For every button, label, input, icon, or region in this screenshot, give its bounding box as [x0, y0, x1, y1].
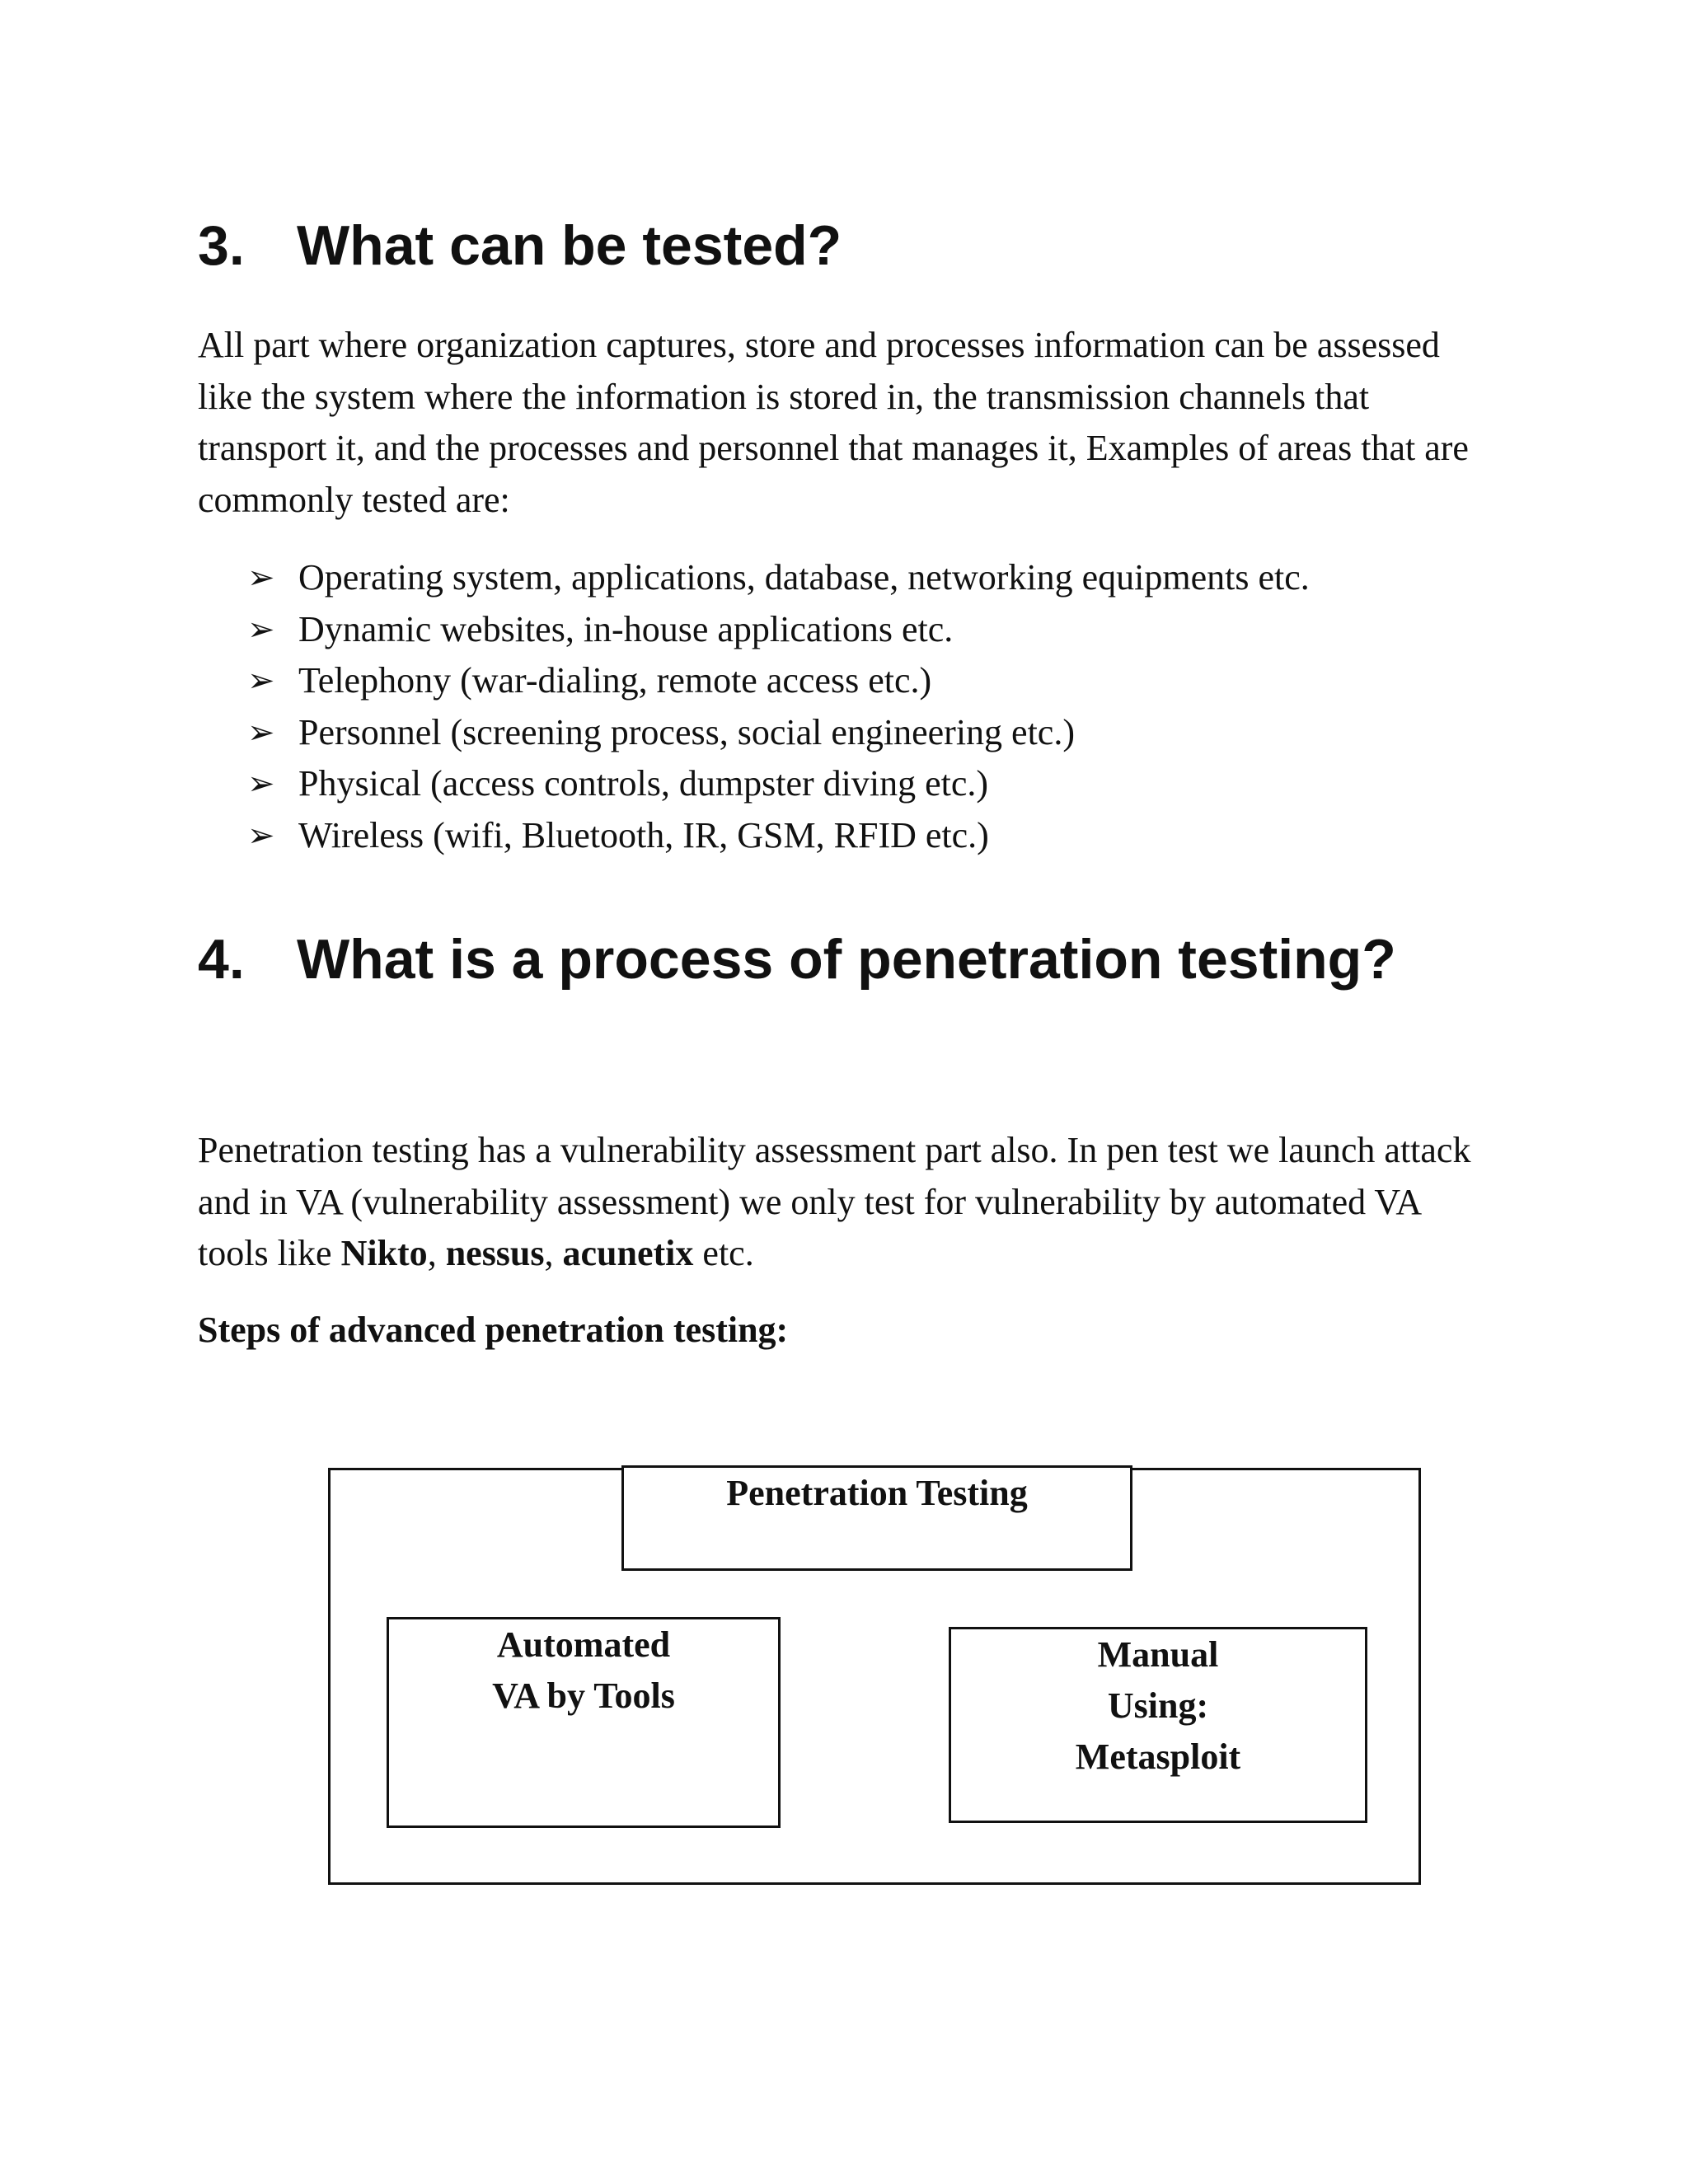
- section-4-title: What is a process of penetration testing?: [297, 928, 1396, 991]
- list-item: ➢ Personnel (screening process, social engineering etc.): [247, 707, 1533, 759]
- arrowhead-bullet-icon: ➢: [247, 559, 275, 597]
- arrowhead-bullet-icon: ➢: [247, 765, 275, 803]
- steps-label: Steps of advanced penetration testing:: [198, 1310, 789, 1350]
- penetration-testing-diagram: [328, 1468, 1421, 1885]
- list-item: ➢ Wireless (wifi, Bluetooth, IR, GSM, RFID etc.): [247, 810, 1533, 862]
- section-3-paragraph: All part where organization captures, store and processes information can be assessed like the system where the information is stored in, the transmission channels that transport it, and the processes and personnel that manages it, Examples of areas that are commonly tested are:: [198, 325, 1469, 520]
- section-3-number: 3.: [198, 214, 245, 277]
- arrowhead-bullet-icon: ➢: [247, 610, 275, 649]
- arrowhead-bullet-icon: ➢: [247, 713, 275, 752]
- diagram-box-penetration-testing: Penetration Testing: [621, 1465, 1132, 1571]
- tool-nikto: Nikto: [340, 1233, 428, 1273]
- section-4-number: 4.: [198, 928, 245, 991]
- list-item: ➢ Dynamic websites, in-house applications etc.: [247, 604, 1533, 656]
- diagram-box-automated: Automated VA by Tools: [387, 1617, 781, 1828]
- arrowhead-bullet-icon: ➢: [247, 816, 275, 855]
- diagram-box-manual: Manual Using: Metasploit: [949, 1627, 1367, 1823]
- tool-nessus: nessus: [445, 1233, 545, 1273]
- list-item: ➢ Telephony (war-dialing, remote access etc.): [247, 655, 1533, 707]
- list-item: ➢ Operating system, applications, database, networking equipments etc.: [247, 552, 1533, 604]
- tested-areas-list: [247, 552, 1533, 861]
- section-4-paragraph: Penetration testing has a vulnerability assessment part also. In pen test we launch attack and in VA (vulnerability assessment) we only test for vulnerability by automated VA tools like Nikto, nessus, acunetix etc.: [198, 1130, 1471, 1273]
- tool-acunetix: acunetix: [562, 1233, 694, 1273]
- section-3-title: What can be tested?: [297, 214, 842, 277]
- section-4-heading: [198, 915, 1533, 1004]
- list-item: ➢ Physical (access controls, dumpster diving etc.): [247, 758, 1533, 810]
- arrowhead-bullet-icon: ➢: [247, 662, 275, 700]
- section-3-heading: [198, 201, 1533, 290]
